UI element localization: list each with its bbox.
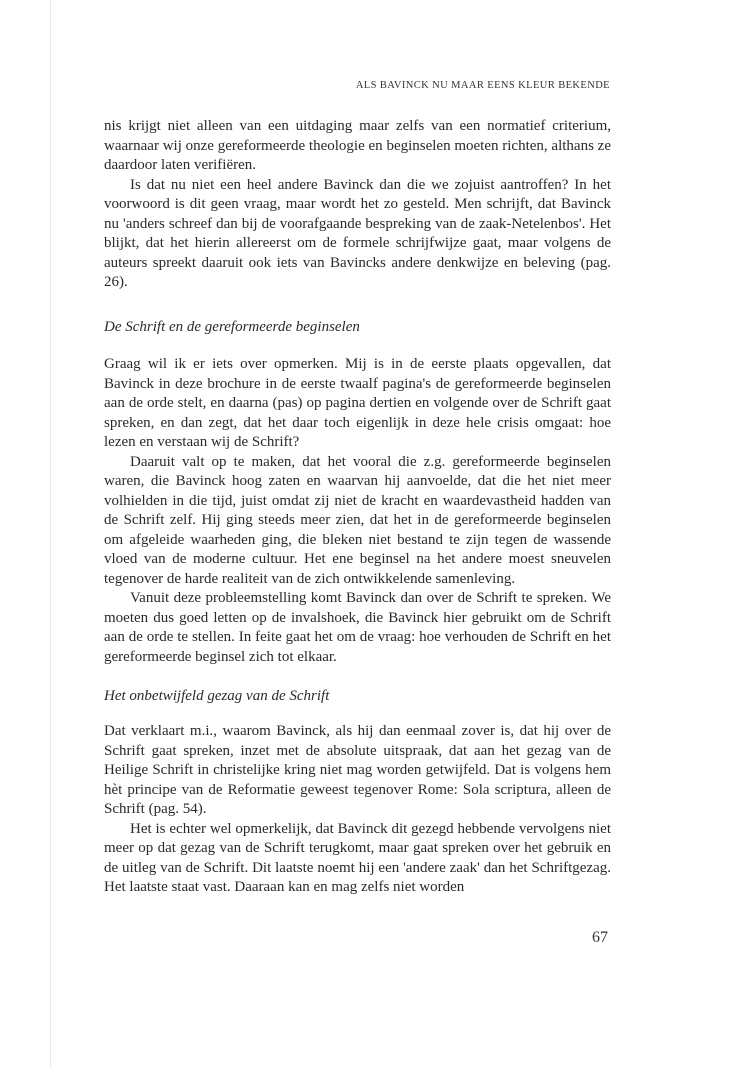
paragraph: Daaruit valt op te maken, dat het vooral die z.g. gereformeerde beginselen waren, die Bavinck hoog zaten en waarvan hij aanvoelde, dat die het niet meer volhielden in die tijd, juist omdat zij niet de kracht en waardevastheid hadden van de Schrift zelf. Hij ging steeds meer zien, dat het in de gereformeerde beginselen om afgeleide waarheden ging, die bleken niet bestand te zijn tegen de wassende vloed van de moderne cultuur. Het ene beginsel na het andere moest sneuvelen tegenover de harde realiteit van de zich ontwikkelende samenleving. bbox=[104, 453, 611, 587]
intro-text bbox=[104, 117, 611, 293]
section-2-text bbox=[104, 722, 611, 898]
section-heading: Het onbetwijfeld gezag van de Schrift bbox=[104, 688, 330, 704]
section-1-text bbox=[104, 355, 611, 667]
paragraph: nis krijgt niet alleen van een uitdaging maar zelfs van een normatief criterium, waarnaar wij onze gereformeerde theologie en beginselen moeten richten, althans ze daardoor laten verifiëren. bbox=[104, 118, 611, 173]
paragraph: Is dat nu niet een heel andere Bavinck dan die we zojuist aantroffen? In het voorwoord is dit geen vraag, maar wordt het zo gesteld. Men schrijft, dat Bavinck nu 'anders schreef dan bij de voorafgaande bespreking van de zaak-Netelenbos'. Het blijkt, dat het hierin allereerst om de formele schrijfwijze gaat, maar volgens de auteurs spreekt daaruit ook iets van Bavincks andere denkwijze en beleving (pag. 26). bbox=[104, 176, 611, 290]
scan-edge bbox=[50, 0, 51, 1068]
section-heading: De Schrift en de gereformeerde beginselen bbox=[104, 319, 360, 335]
paragraph: Graag wil ik er iets over opmerken. Mij is in de eerste plaats opgevallen, dat Bavinck in deze brochure in de eerste twaalf pagina's de gereformeerde beginselen aan de orde stelt, en daarna (pas) op pagina dertien en volgende over de Schrift gaat spreken, en dan zegt, dat het daar toch eigenlijk in deze hele crisis omgaat: hoe lezen en verstaan wij de Schrift? bbox=[104, 356, 611, 450]
running-header: ALS BAVINCK NU MAAR EENS KLEUR BEKENDE bbox=[355, 80, 610, 91]
page-number: 67 bbox=[592, 929, 608, 946]
paragraph: Dat verklaart m.i., waarom Bavinck, als hij dan eenmaal zover is, dat hij over de Schrift gaat spreken, inzet met de absolute uitspraak, dat aan het gezag van de Heilige Schrift in christelijke kring niet mag worden getwijfeld. Dat is volgens hem hèt principe van de Reformatie geweest tegenover Rome: Sola scriptura, alleen de Schrift (pag. 54). bbox=[104, 723, 611, 817]
paragraph: Het is echter wel opmerkelijk, dat Bavinck dit gezegd hebbende vervolgens niet meer op dat gezag van de Schrift terugkomt, maar gaat spreken over het gebruik en de uitleg van de Schrift. Dit laatste noemt hij een 'andere zaak' dan het Schriftgezag. Het laatste staat vast. Daaraan kan en mag zelfs niet worden bbox=[104, 820, 611, 895]
paragraph: Vanuit deze probleemstelling komt Bavinck dan over de Schrift te spreken. We moeten dus goed letten op de invalshoek, die Bavinck hier gebruikt om de Schrift aan de orde te stellen. In feite gaat het om de vraag: hoe verhouden de Schrift en het gereformeerde beginsel zich tot elkaar. bbox=[104, 590, 611, 665]
